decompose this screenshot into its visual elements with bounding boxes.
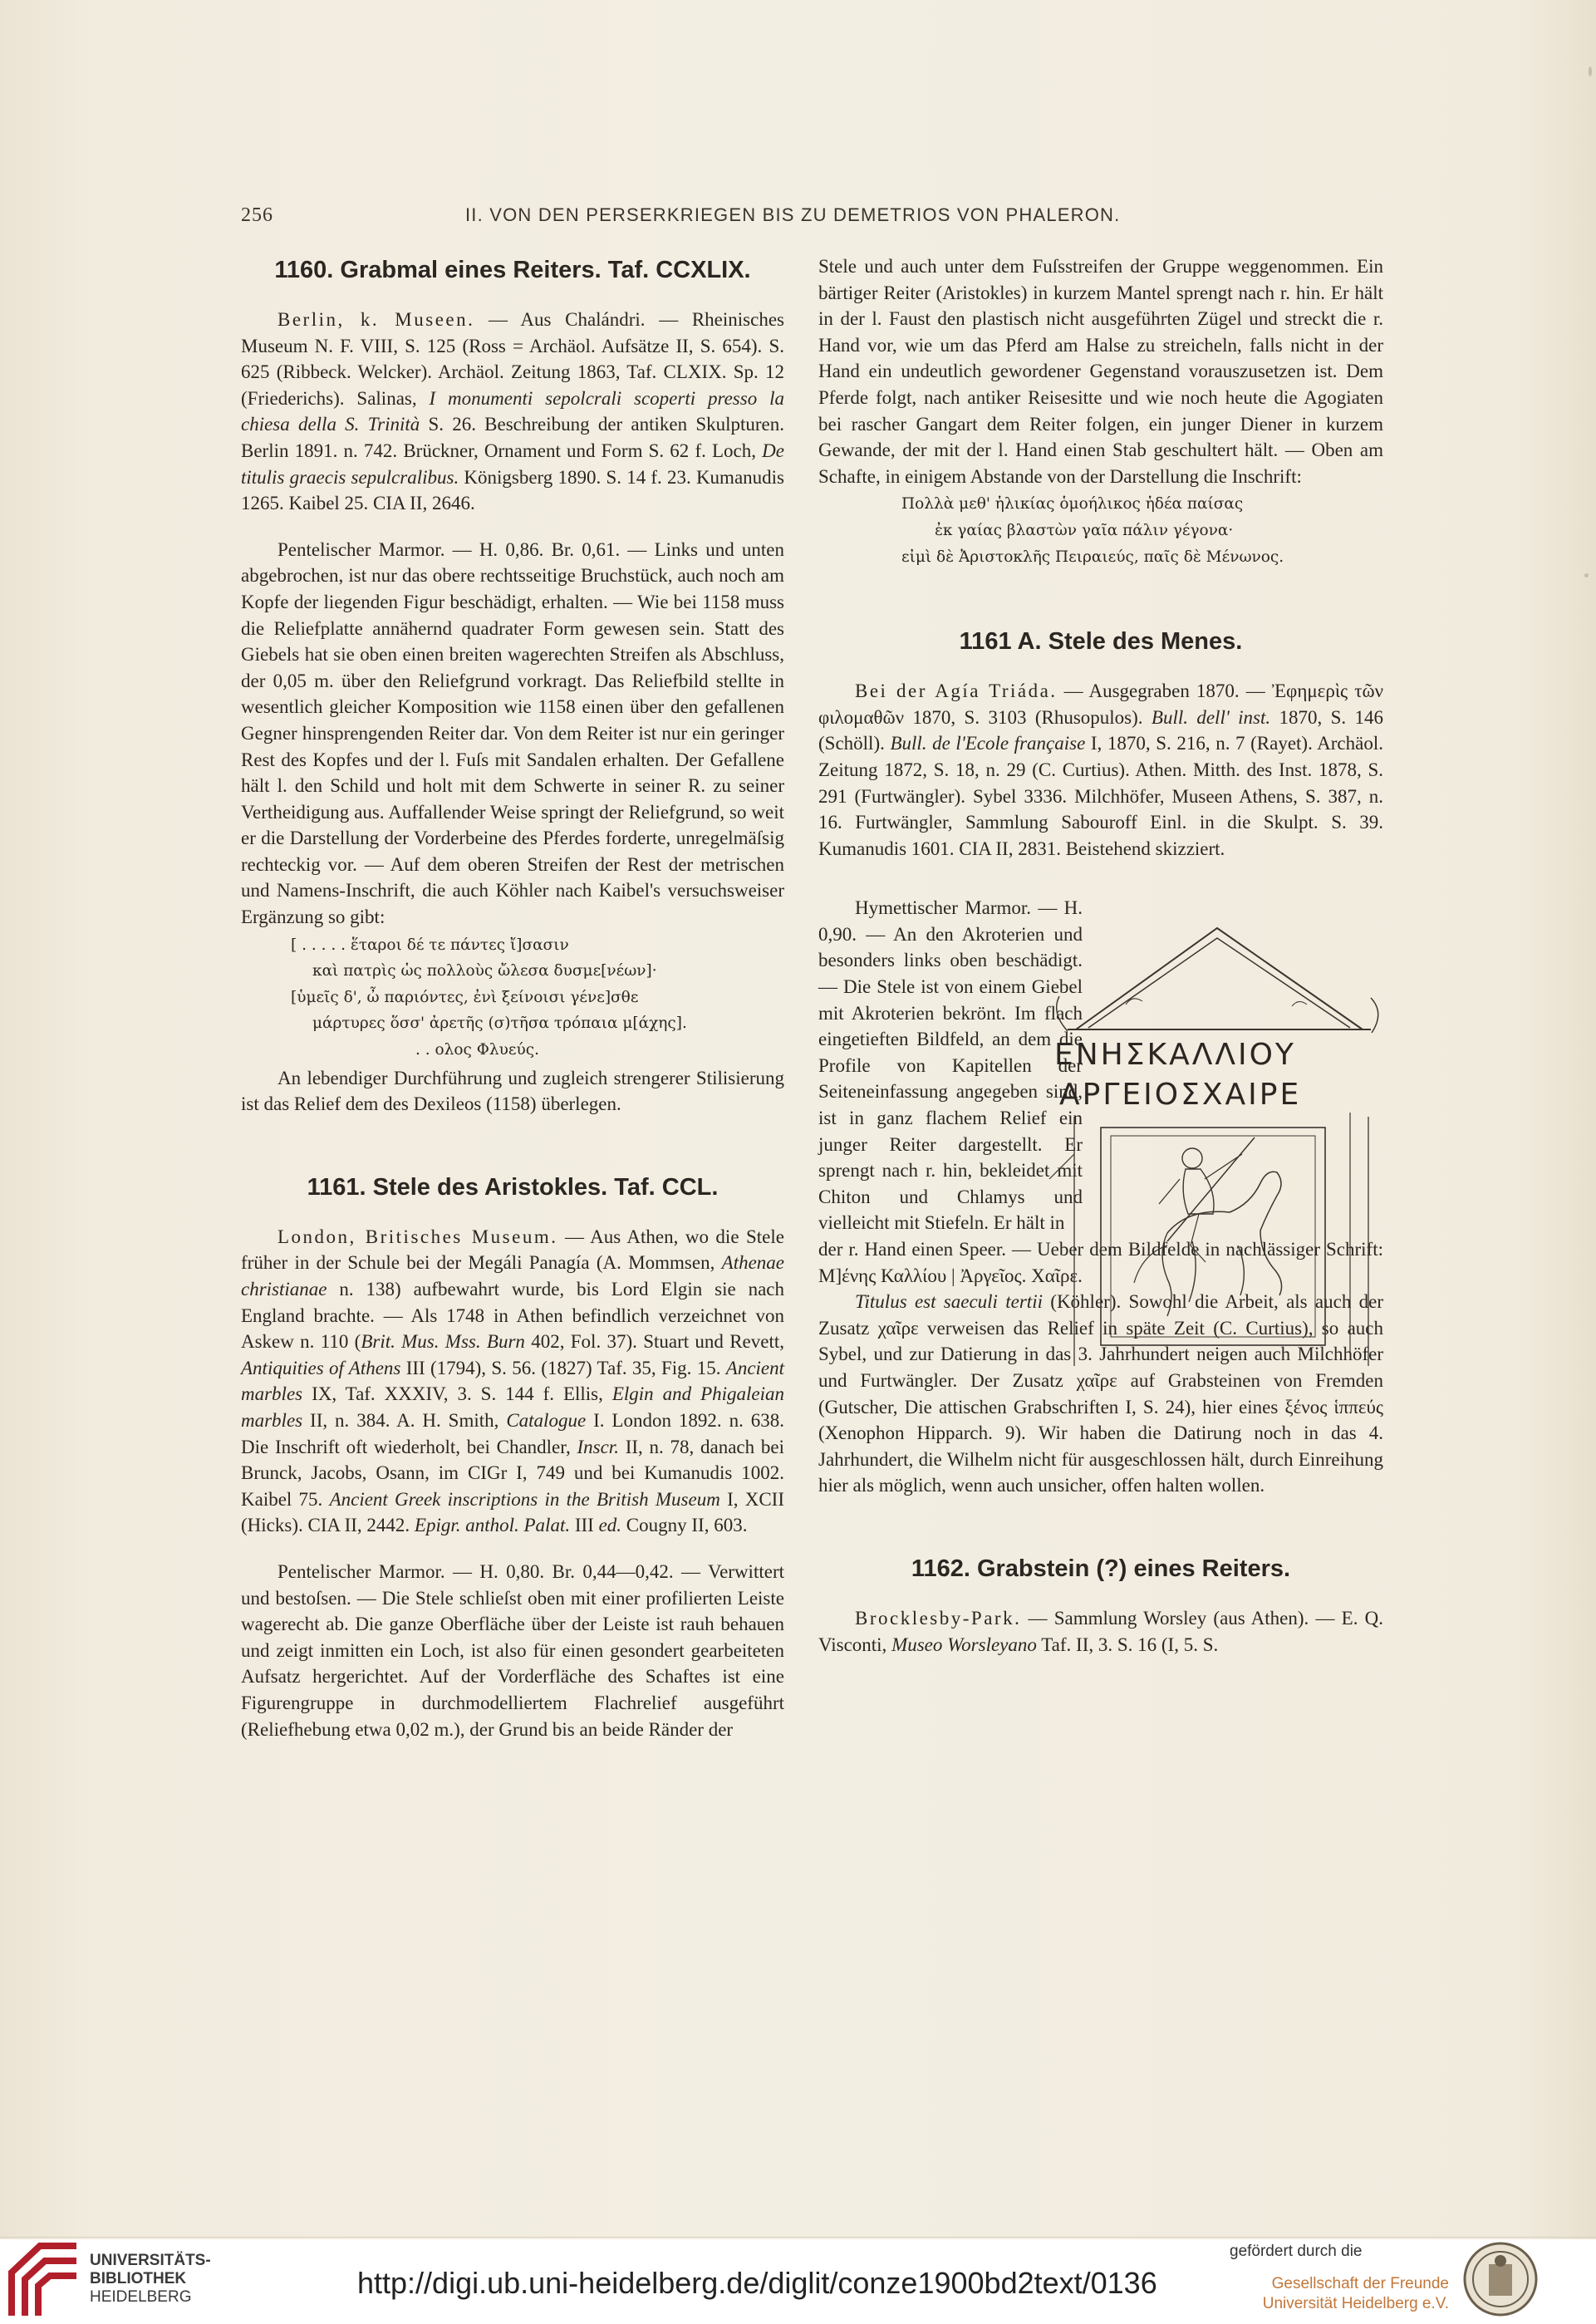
biblio-text: I, 1870, S. 216, n. 7 (Rayet). Archäol. Zeitung 1872, S. 18, n. 29 (C. Curtius). Athen. Mitth. des Inst. 1878, S. 291 (Furtwängler). Sybel 3336. Milchhöfer, Museen Athens, S. 387, n. 16. Furtwängler, Sammlung Sabouroff Einl. in die Skulpt. S. 39. Kumanudis 1601. CIA II, 2831. Beistehend skizziert. (818, 733, 1383, 859)
biblio-italic: Ancient Greek inscriptions in the British Museum (329, 1488, 720, 1510)
biblio-text: 402, Fol. 37). Stuart und Revett, (524, 1331, 785, 1353)
stele-inscription-line1: ΕΝΗΣΚΑΛΛΙΟΥ (1054, 1038, 1296, 1073)
library-name-line: HEIDELBERG (90, 2288, 192, 2306)
inscription-line: μάρτυρες ὅσσ' ἀρετῆς (σ)τῆσα τρόπαια μ[άχης]. (312, 1015, 687, 1033)
stele-sketch (1043, 905, 1392, 1383)
biblio-text: IX, Taf. XXXIV, 3. S. 144 f. Ellis, (302, 1383, 612, 1405)
library-name (90, 2252, 211, 2307)
biblio-italic: Bull. dell' inst. (1151, 706, 1271, 728)
biblio-italic: Antiquities of Athens (241, 1357, 401, 1378)
biblio-1161 (241, 1224, 784, 1539)
sponsor-name-line: Gesellschaft der Freunde (1271, 2275, 1449, 2292)
biblio-text: III (570, 1515, 599, 1536)
section-title-1162: 1162. Grabstein (?) eines Reiters. (911, 1555, 1291, 1582)
biblio-place: Bei der Agía Triáda. (855, 680, 1058, 702)
biblio-1160 (241, 307, 784, 517)
biblio-place: Berlin, k. Museen. (277, 309, 475, 330)
inscription-line: Πολλὰ μεθ' ἡλικίας ὁμοήλικος ἡδέα παίσας (901, 495, 1244, 513)
inscription-line: ἐκ γαίας βλαστὼν γαῖα πάλιν γέγονα· (935, 521, 1234, 539)
biblio-italic: Athenae christianae (241, 1252, 784, 1300)
dating-italic: Titulus est saeculi tertii (855, 1291, 1043, 1313)
scan-speck (1589, 66, 1592, 76)
inscription-line: καὶ πατρὶς ὡς πολλοὺς ὤλεσα δυσμε[νέων]· (312, 962, 657, 980)
biblio-italic: ed. (598, 1515, 622, 1536)
biblio-italic: I monumenti sepolcrali scoperti presso la chiesa della S. Trinità (241, 387, 784, 435)
biblio-italic: Bull. de l'Ecole française (890, 733, 1086, 754)
biblio-place: London, Britisches Museum. (277, 1226, 558, 1247)
biblio-text: I, XCII (Hicks). CIA II, 2442. (241, 1488, 784, 1536)
section-title-1161: 1161. Stele des Aristokles. Taf. CCL. (307, 1173, 719, 1201)
biblio-italic: Epigr. anthol. Palat. (414, 1515, 571, 1536)
university-seal-icon (1462, 2241, 1539, 2317)
biblio-text: S. 26. Beschreibung der antiken Skulpturen. Berlin 1891. n. 742. Brückner, Ornament und Form S. 62 f. Loch, (241, 414, 785, 461)
running-title: II. VON DEN PERSERKRIEGEN BIS ZU DEMETRIOS VON PHALERON. (465, 204, 1121, 225)
funded-by-label: gefördert durch die (1230, 2243, 1363, 2260)
inscription-line: [ὑμεῖς δ', ὦ παριόντες, ἐνὶ ξείνοισι γένε]σθε (291, 988, 639, 1006)
sponsor-name (1195, 2274, 1449, 2314)
library-name-line: UNIVERSITÄTS- (90, 2252, 211, 2269)
biblio-text: Taf. II, 3. S. 16 (I, 5. S. (1036, 1634, 1219, 1655)
after-figure-text: der r. Hand einen Speer. — Ueber dem Bildfelde in nachlässiger Schrift: Μ]ένης Καλλίου | Ἀργεῖος. Χαῖρε. (818, 1239, 1383, 1286)
biblio-italic: Catalogue (506, 1409, 587, 1431)
biblio-text: Cougny II, 603. (621, 1515, 748, 1536)
page-number: 256 (241, 204, 273, 226)
biblio-text: III (1794), S. 56. (1827) Taf. 35, Fig. 15. (400, 1357, 726, 1378)
inscription-line: εἰμὶ δὲ Ἀριστοκλῆς Πειραιεύς, παῖς δὲ Μένωνος. (901, 548, 1284, 566)
inscription-line: [ . . . . . ἕταροι δέ τε πάντες ἴ]σασιν (291, 936, 569, 954)
figure-block (818, 895, 1383, 1236)
biblio-italic: Brit. Mus. Mss. Burn (361, 1331, 525, 1353)
biblio-text: — Aus Athen, wo die Stele früher in der Schule bei der Megáli Panagía (A. Mommsen, (241, 1226, 784, 1274)
biblio-text: n. 138) aufbewahrt wurde, bis Lord Elgin sie nach England brachte. — Als 1748 in Athen befindlich verzeichnet von Askew n. 110 ( (241, 1279, 784, 1353)
section-title-1161a: 1161 A. Stele des Menes. (959, 628, 1243, 656)
section-title-1160: 1160. Grabmal eines Reiters. Taf. CCXLIX. (274, 257, 751, 283)
description-1160: Pentelischer Marmor. — H. 0,86. Br. 0,61. — Links und unten abgebrochen, ist nur das obere rechtsseitige Bruchstück, auch noch am Kopfe der liegenden Figur beschädigt, erhalten. — Wie bei 1158 muss die Reliefplatte annähernd quadrater Form gewesen sein. Statt des Giebels hat sie oben einen breiten wagerechten Streifen als Abschluss, der 0,05 m. über den Reliefgrund vorkragt. Das Reliefbild stellte in wesentlich gleicher Komposition wie 1158 einen über den gefallenen Gegner hinsprengenden Reiter dar. Von dem Reiter ist nur ein geringer Rest des Kopfes und der l. Fuſs mit Sandalen erhalten. Der Gefallene hält l. den Schild und holt mit dem Schwerte in seiner R. zu seiner Vertheidigung aus. Auffallender Weise springt der Reliefgrund, so weit er die Darstellung der Vorderbeine des Pferdes forderte, unregelmäſsig rechteckig vor. — Auf dem oberen Streifen der Rest der metrischen und Namens-Inschrift, die auch Köhler nach Kaibel's versuchsweiser Ergänzung so gibt: (241, 538, 784, 928)
inscription-1161 (818, 491, 1383, 570)
library-name-line: BIBLIOTHEK (90, 2270, 187, 2287)
biblio-text: 1870, S. 146 (Schöll). (818, 706, 1384, 754)
description-1161: Pentelischer Marmor. — H. 0,80. Br. 0,44—0,42. — Verwittert und bestoſsen. — Die Stele schlieſst oben mit einer profilierten Leiste wagerecht ab. Die ganze Oberfläche über der Leiste ist rauh behauen und zeigt inmitten ein Loch, ist also für einen gesondert gearbeiteten Aufsatz hergerichtet. Auf der Vorderfläche des Schaftes ist eine Figurengruppe in durchmodelliertem Flachrelief ausgeführt (Reliefhebung etwa 0,02 m.), der Grund bis an beide Ränder der (241, 1560, 784, 1740)
biblio-italic: Elgin and Phigaleian marbles (241, 1383, 784, 1431)
footer-divider (0, 2237, 1596, 2238)
figure-side-text: Hymettischer Marmor. — H. 0,90. — An den Akroterien und besonders links oben beschädigt. — Die Stele ist von einem Giebel mit Akroterien bekrönt. Im flach eingetieften Bildfeld, an dem die Profile von Kapitellen der Seiteneinfassung angegeben sind, ist in ganz flachem Relief ein junger Reiter dargestellt. Er sprengt nach r. hin, bekleidet mit Chiton und Chlamys und vielleicht mit Stiefeln. Er hält in (818, 897, 1083, 1234)
biblio-text: — Aus Chalándri. — Rheinisches Museum N. F. VIII, S. 125 (Ross = Archäol. Aufsätze II, S. 654). S. 625 (Ribbeck. Welcker). Archäol. Zeitung 1863, Taf. CLXIX. Sp. 12 (Friederichs). Salinas, (241, 309, 784, 409)
permalink-url[interactable]: http://digi.ub.uni-heidelberg.de/diglit/conze1900bd2text/0136 (357, 2266, 1157, 2300)
biblio-italic: Museo Worsleyano (891, 1634, 1037, 1655)
biblio-text: II, n. 78, danach bei Brunck, Jacobs, Osann, im CIGr I, 749 und bei Kumanudis 1002. Kaibel 75. (241, 1436, 784, 1510)
biblio-text: — Ausgegraben 1870. — Ἐφημερὶς τῶν φιλομαθῶν 1870, S. 3103 (Rhusopulos). (818, 680, 1383, 728)
biblio-text: I. London 1892. n. 638. Die Inschrift oft wiederholt, bei Chandler, (241, 1409, 784, 1457)
viewer-footer (0, 2239, 1596, 2324)
biblio-text: Königsberg 1890. S. 14 f. 23. Kumanudis 1265. Kaibel 25. CIA II, 2646. (241, 466, 784, 514)
sponsor-name-line: Universität Heidelberg e.V. (1262, 2295, 1449, 2312)
scan-speck (1584, 573, 1589, 577)
closing-1160: An lebendiger Durchführung und zugleich strengerer Stilisierung ist das Relief dem des Dexileos (1158) überlegen. (241, 1067, 784, 1115)
dating-text: (Köhler). Sowohl die Arbeit, als auch der Zusatz χαῖρε verweisen das Relief in späte Zeit (C. Curtius), so auch Sybel, und zur Datierung in das 3. Jahrhundert neigen auch Milchhöfer und Furtwängler. Der Zusatz χαῖρε auf Grabsteinen von Fremden (Gutscher, Die attischen Grabschriften I, S. 24), hier eines ξένος ἱππεύς (Xenophon Hipparch. 9). Wir haben die Datirung noch in das 4. Jahrhundert, die Wilhelm nicht für ausgeschlossen hält, durch Einreihung hier als möglich, wenn auch unsicher, offen halten wollen. (818, 1291, 1384, 1496)
university-library-logo-icon (7, 2239, 81, 2319)
inscription-line: . . ολος Φλυεύς. (415, 1041, 539, 1059)
left-column (241, 253, 784, 1742)
biblio-italic: De titulis graecis sepulcralibus. (241, 440, 784, 488)
right-column (818, 253, 1383, 1658)
biblio-text: — Sammlung Worsley (aus Athen). — E. Q. Visconti, (818, 1607, 1383, 1655)
continuation-1161: Stele und auch unter dem Fuſsstreifen der Gruppe weggenommen. Ein bärtiger Reiter (Aristokles) in kurzem Mantel sprengt nach r. hin. Er hält in der l. Faust den plastisch nicht ausgeführten Zügel und streckt die r. Hand vor, wie um das Pferd am Halse zu streicheln, falls nicht in der Hand ein undeutlich gewordener Gegenstand vorauszusetzen ist. Dem Pferde folgt, nach antiker Reisesitte und wie noch heute die Agogiaten bei rascher Gangart dem Reiter folgen, ein junger Diener in kurzem Gewande, der mit der l. Hand einen Stab geschultert hält. — Oben am Schafte, in einigem Abstande von der Darstellung die Inschrift: (818, 256, 1383, 487)
inscription-1160 (241, 932, 784, 1064)
biblio-italic: Ancient marbles (241, 1357, 785, 1405)
biblio-1162 (818, 1605, 1383, 1658)
biblio-1161a (818, 678, 1383, 862)
biblio-italic: Inscr. (577, 1436, 619, 1457)
biblio-place: Brocklesby-Park. (855, 1607, 1022, 1629)
stele-inscription-line2: ΑΡΓΕΙΟΣΧΑΙΡΕ (1059, 1078, 1302, 1113)
biblio-text: II, n. 384. A. H. Smith, (302, 1409, 507, 1431)
